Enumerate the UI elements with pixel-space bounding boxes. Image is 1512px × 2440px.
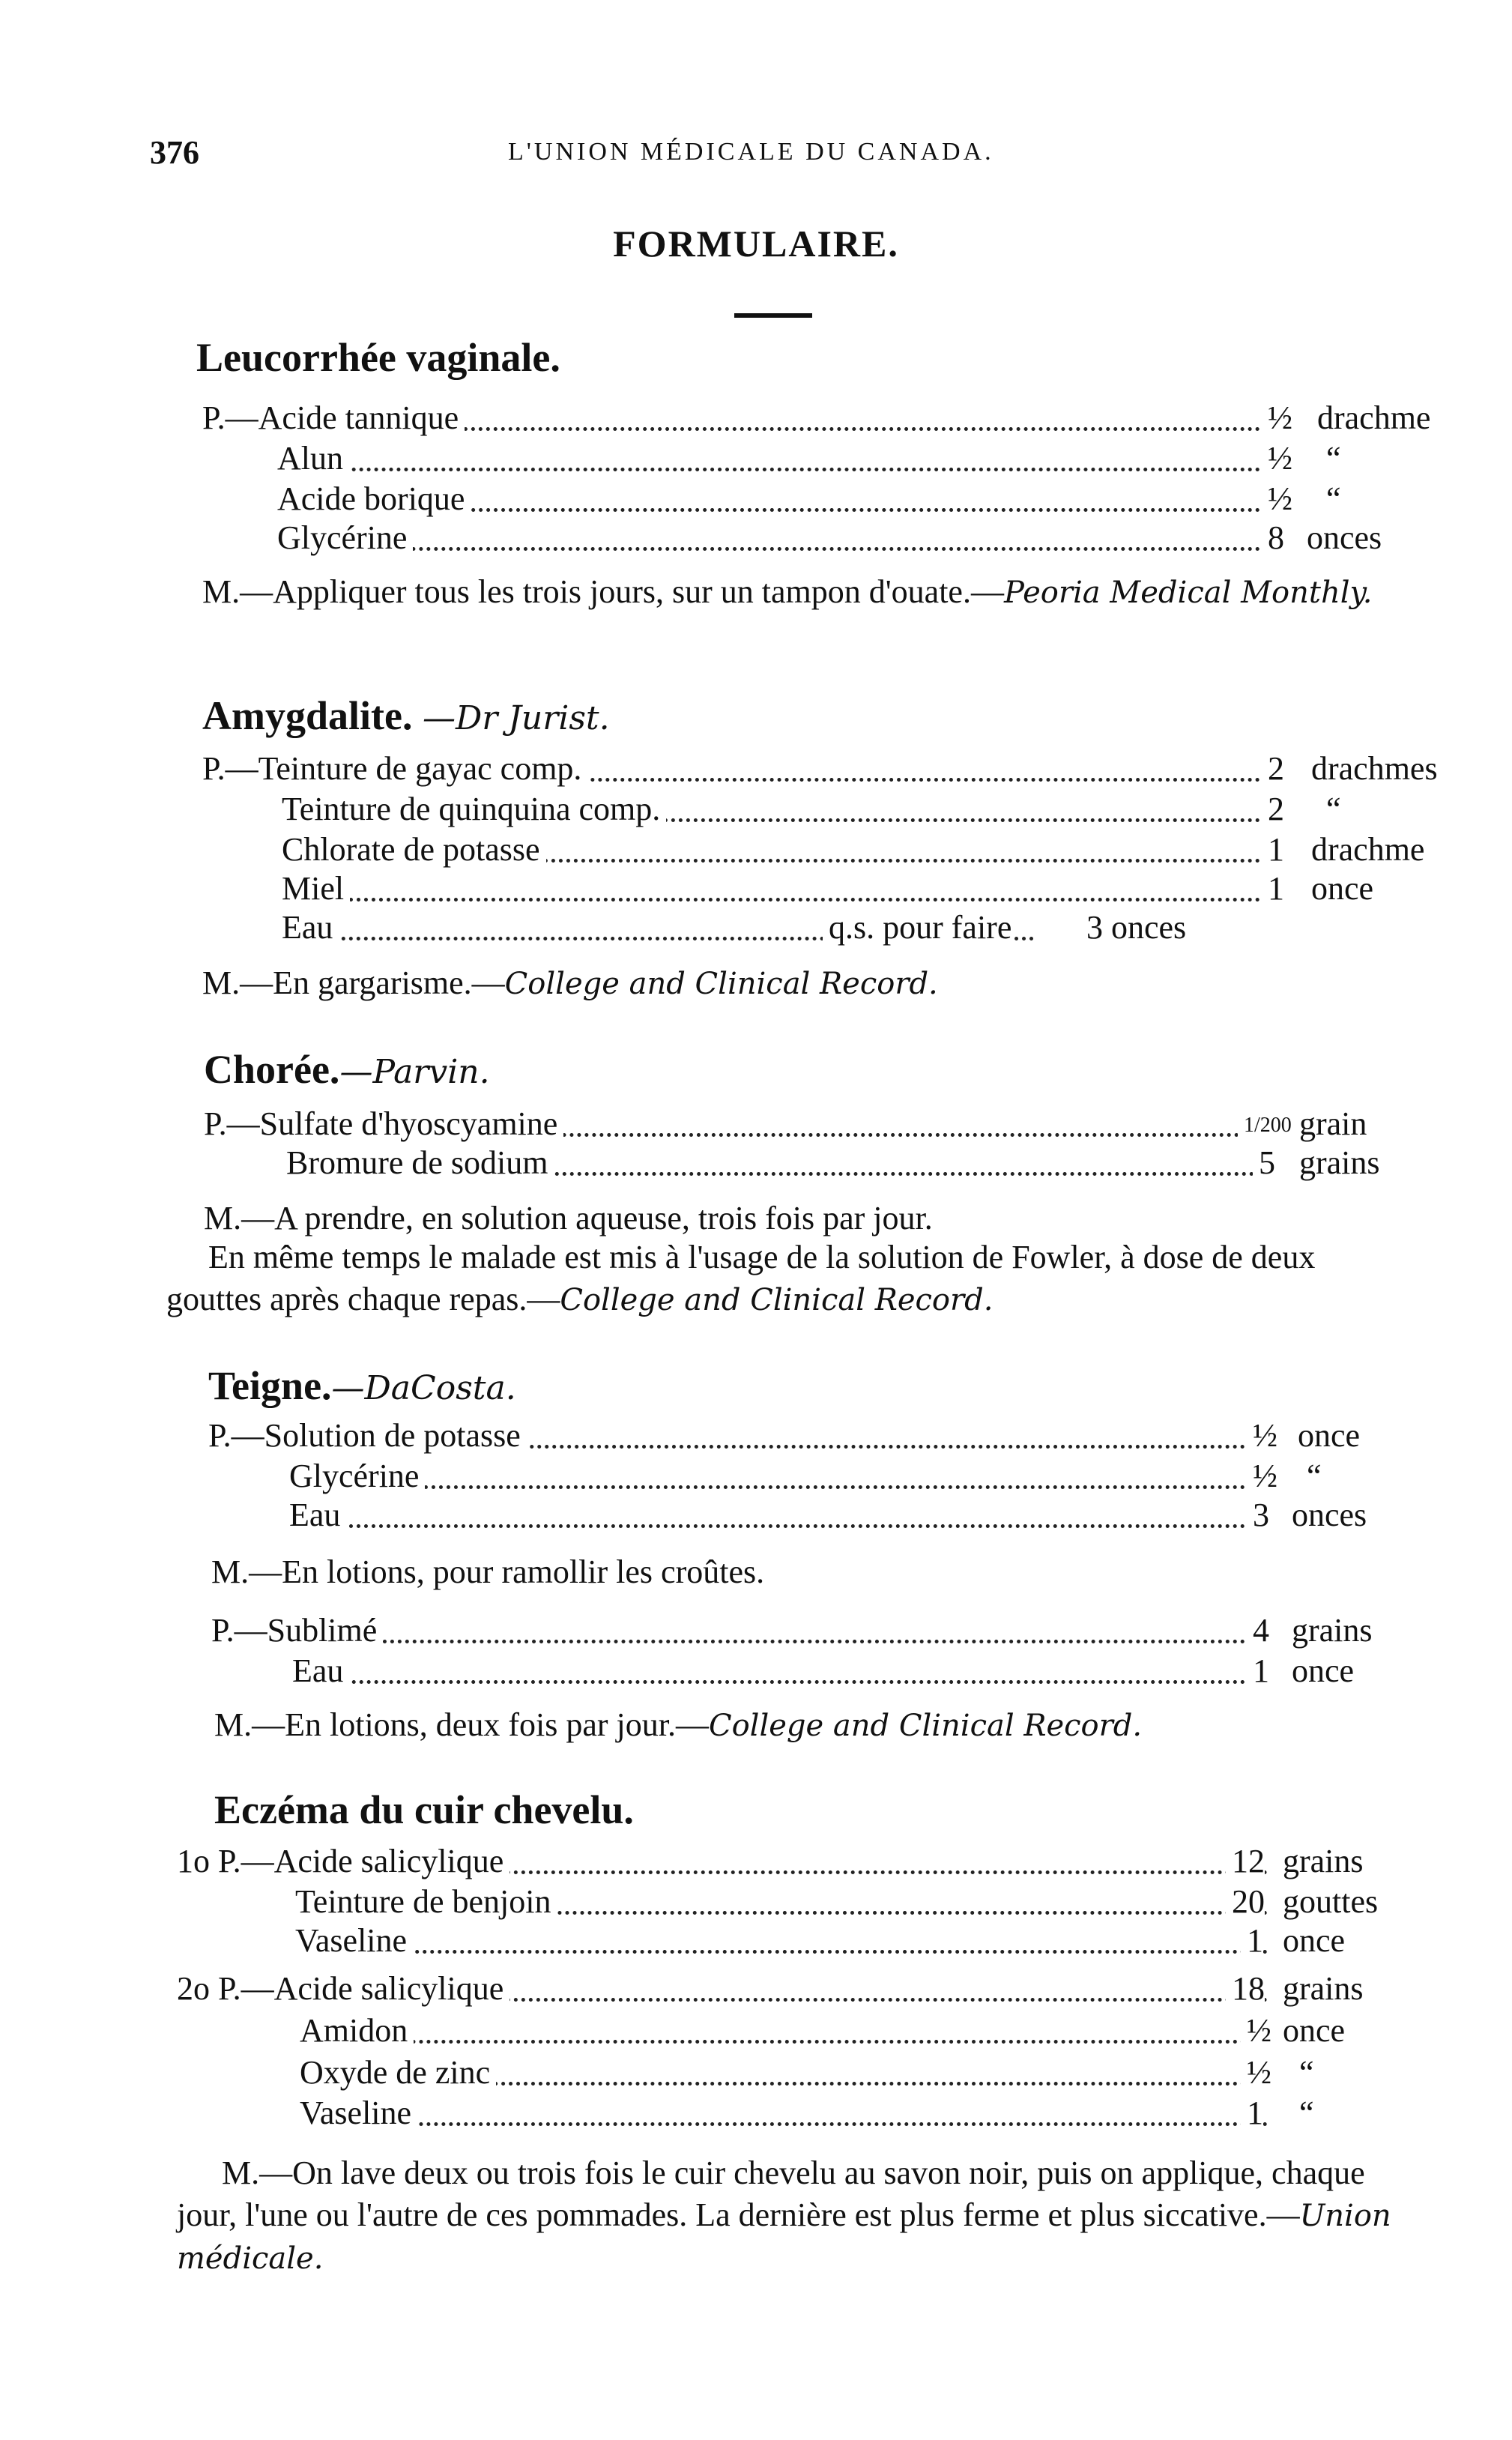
ingredient-label: Teinture de benjoin [295, 1882, 557, 1921]
instruction-text [202, 962, 1326, 1005]
source-citation: College and Clinical Record. [708, 1709, 1143, 1743]
rx-line [300, 2094, 1314, 2136]
instruction-body: En même temps le malade est mis à l'usage de la solution de Fowler, à dose de deux gouttes après chaque repas.— [166, 1239, 1316, 1317]
instruction-text [177, 2152, 1406, 2280]
section-attribution: —Parvin. [339, 1053, 490, 1091]
ingredient-unit: “ [1299, 2054, 1314, 2091]
rx-line [292, 1652, 1355, 1694]
ingredient-qty: q.s. pour faire [823, 908, 1011, 946]
ingredient-unit: drachmes [1311, 750, 1438, 787]
ingredient-unit: gouttes [1283, 1883, 1379, 1920]
ingredient-qty: 18 [1226, 1969, 1265, 2008]
ingredient-label: Eau [292, 1652, 349, 1690]
source-citation: Peoria Medical Monthly. [1003, 576, 1373, 610]
section-title-text: Eczéma du cuir chevelu. [214, 1787, 634, 1832]
ingredient-unit: “ [1326, 440, 1341, 477]
ingredient-unit: “ [1326, 791, 1341, 827]
rx-line [277, 480, 1341, 522]
ingredient-unit: grain [1299, 1105, 1367, 1142]
rx-line [204, 1105, 1367, 1147]
ingredient-unit: grains [1292, 1612, 1373, 1649]
section-title-text: Amygdalite. [202, 693, 413, 738]
ingredient-qty: 12 [1226, 1842, 1265, 1880]
section-title-teigne [208, 1362, 516, 1409]
ingredient-unit: 3 onces [1086, 909, 1187, 946]
rx-line [289, 1496, 1367, 1538]
rx-line [177, 1969, 1364, 2011]
page-title: FORMULAIRE. [613, 223, 899, 265]
instruction-text [163, 571, 1392, 614]
ingredient-qty: 5 [1253, 1144, 1275, 1182]
ingredient-label: Acide borique [277, 480, 471, 518]
section-attribution: —Dr Jurist. [422, 699, 610, 737]
ingredient-unit: once [1283, 2012, 1346, 2049]
instruction-text [166, 1236, 1395, 1321]
ingredient-qty: ½ [1262, 399, 1292, 437]
ingredient-label: Eau [282, 908, 339, 946]
section-title-leucorrhee [196, 334, 560, 381]
ingredient-label: Teinture de quinquina comp. [282, 790, 666, 828]
section-title-eczema [214, 1787, 634, 1833]
rx-line [295, 1921, 1346, 1963]
page-header [150, 133, 1244, 186]
instruction-text [214, 1704, 1413, 1747]
rx-line [277, 439, 1341, 481]
ingredient-label: Glycérine [277, 519, 413, 557]
rx-line [202, 399, 1431, 441]
ingredient-label: 1o P.—Acide salicylique [177, 1842, 509, 1880]
section-title-text: Teigne. [208, 1363, 332, 1408]
ingredient-label: Miel [282, 869, 350, 908]
ingredient-unit: once [1298, 1417, 1361, 1454]
section-attribution: —DaCosta. [331, 1369, 516, 1407]
ingredient-label: Bromure de sodium [286, 1144, 554, 1182]
ingredient-qty: 1 [1241, 2094, 1263, 2132]
ingredient-qty: ½ [1262, 480, 1292, 518]
ingredient-label: P.—Solution de potasse [208, 1416, 527, 1455]
ingredient-qty: 2 [1262, 790, 1284, 828]
ingredient-unit: drachme [1317, 399, 1431, 436]
ingredient-label: Oxyde de zinc [300, 2053, 496, 2092]
page-number: 376 [150, 134, 199, 171]
ingredient-qty: ½ [1241, 2053, 1271, 2092]
running-head: L'UNION MÉDICALE DU CANADA. [508, 138, 994, 166]
ingredient-unit: “ [1299, 2095, 1314, 2131]
rx-line [208, 1416, 1361, 1458]
ingredient-unit: onces [1307, 519, 1382, 556]
ingredient-unit: grains [1283, 1843, 1364, 1879]
ingredient-label: P.—Teinture de gayac comp. [202, 749, 587, 788]
rx-line [286, 1144, 1380, 1186]
rx-line [282, 790, 1341, 832]
section-title-text: Leucorrhée vaginale. [196, 335, 560, 380]
ingredient-qty: 1 [1262, 869, 1284, 908]
rx-line [211, 1611, 1373, 1653]
instruction-body: M.—En gargarisme.— [202, 964, 505, 1001]
source-citation: College and Clinical Record. [504, 967, 938, 1001]
rx-line [177, 1842, 1364, 1884]
ingredient-unit: once [1292, 1652, 1355, 1689]
ingredient-qty: 2 [1262, 749, 1284, 788]
rx-line [277, 519, 1382, 561]
ingredient-label: Glycérine [289, 1457, 425, 1495]
instruction-text: M.—A prendre, en solution aqueuse, trois fois par jour. [204, 1200, 933, 1236]
ingredient-label: Vaseline [295, 1921, 413, 1960]
ingredient-label: Eau [289, 1496, 346, 1534]
ingredient-qty: 1 [1241, 1921, 1263, 1960]
ingredient-qty: 8 [1262, 519, 1284, 557]
ingredient-unit: once [1311, 870, 1374, 907]
ingredient-qty: 3 [1247, 1496, 1269, 1534]
ingredient-qty: ½ [1247, 1416, 1277, 1455]
rx-line [289, 1457, 1322, 1499]
ingredient-qty: 1 [1247, 1652, 1269, 1690]
instruction-body: M.—On lave deux ou trois fois le cuir chevelu au savon noir, puis on applique, chaque jour, l'une ou l'autre de ces pommades. La dernière est plus ferme et plus siccative.— [177, 2154, 1365, 2233]
ingredient-label: Vaseline [300, 2094, 417, 2132]
rx-line [300, 2011, 1346, 2053]
source-citation: College and Clinical Record. [560, 1283, 994, 1317]
ingredient-label: Amidon [300, 2011, 414, 2050]
ingredient-label: Chlorate de potasse [282, 830, 546, 869]
rx-line [282, 908, 1281, 950]
ingredient-unit: once [1283, 1922, 1346, 1959]
section-title-amygdalite [202, 692, 610, 739]
ingredient-qty: 4 [1247, 1611, 1269, 1649]
title-rule [734, 313, 812, 318]
ingredient-qty: 20 [1226, 1882, 1265, 1921]
rx-line [295, 1882, 1379, 1924]
ingredient-unit: “ [1307, 1458, 1322, 1494]
ingredient-qty: ½ [1262, 439, 1292, 477]
ingredient-unit: grains [1283, 1970, 1364, 2007]
rx-line [202, 749, 1438, 791]
ingredient-label: P.—Sulfate d'hyoscyamine [204, 1105, 563, 1143]
ingredient-qty: ½ [1247, 1457, 1277, 1495]
rx-line [282, 830, 1425, 872]
ingredient-qty: ½ [1241, 2011, 1271, 2050]
rx-line [300, 2053, 1314, 2095]
ingredient-label: Alun [277, 439, 349, 477]
ingredient-label: P.—Sublimé [211, 1611, 383, 1649]
rx-line [282, 869, 1374, 911]
instruction-text: M.—En lotions, pour ramollir les croûtes. [211, 1553, 765, 1590]
ingredient-label: 2o P.—Acide salicylique [177, 1969, 509, 2008]
instruction-body: M.—Appliquer tous les trois jours, sur un tampon d'ouate.— [202, 573, 1004, 610]
source-citation: Union médicale. [177, 2199, 1391, 2276]
ingredient-unit: grains [1299, 1144, 1380, 1181]
ingredient-label: P.—Acide tannique [202, 399, 465, 437]
ingredient-qty: 1/200 [1238, 1114, 1292, 1138]
section-title-text: Chorée. [204, 1047, 340, 1092]
ingredient-unit: “ [1326, 480, 1341, 517]
section-title-choree [204, 1046, 490, 1093]
ingredient-qty: 1 [1262, 830, 1284, 869]
instruction-body: M.—En lotions, deux fois par jour.— [214, 1706, 709, 1743]
ingredient-unit: drachme [1311, 831, 1425, 868]
ingredient-unit: onces [1292, 1497, 1367, 1533]
